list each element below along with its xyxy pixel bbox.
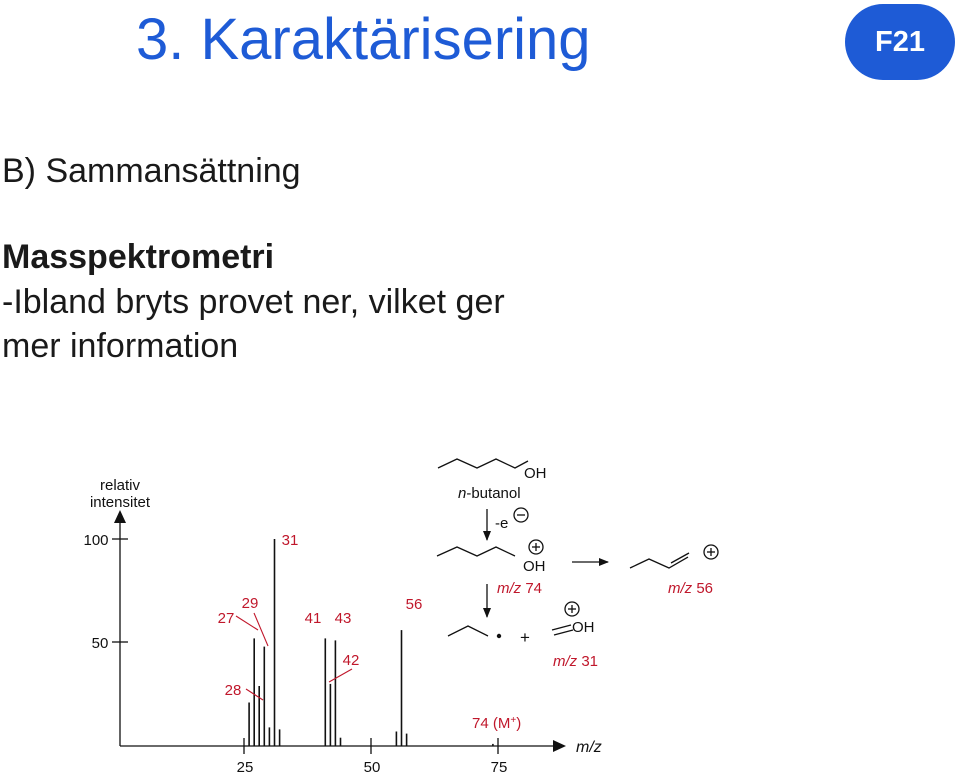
peak-label-28: 28	[224, 682, 242, 699]
ytick-100-label: 100	[83, 532, 109, 549]
body-line-1: -Ibland bryts provet ner, vilket ger	[2, 283, 505, 321]
oxonium-double-bond-1	[552, 625, 571, 630]
compound-name: n-butanol	[458, 485, 521, 502]
x-axis-arrow	[553, 740, 566, 752]
propyl-radical-skeleton	[448, 626, 488, 636]
radical-cation-skeleton	[437, 547, 515, 556]
xtick-50-label: 50	[363, 759, 381, 774]
peak-label-43: 43	[334, 610, 352, 627]
section-subtitle: B) Sammansättning	[2, 152, 301, 190]
peak-label-29: 29	[241, 595, 259, 612]
peak-label-74: 74 (M+)	[472, 714, 522, 732]
y-axis-arrow	[114, 510, 126, 523]
y-axis-label-line1: relativ	[99, 477, 141, 494]
mz31-label: m/z 31	[553, 653, 599, 670]
slide-number-badge: F21	[845, 4, 955, 80]
oxonium-oh-label: OH	[572, 619, 595, 636]
xtick-75-label: 75	[490, 759, 508, 774]
x-axis-label: m/z	[576, 739, 602, 756]
oxonium-double-bond-2	[554, 630, 573, 635]
mz56-label: m/z 56	[668, 580, 714, 597]
peak-label-27: 27	[217, 610, 235, 627]
radical-cation-oh-label: OH	[523, 558, 546, 575]
mz74-label: m/z 74	[497, 580, 543, 597]
peak-label-42: 42	[342, 652, 360, 669]
ytick-50-label: 50	[91, 635, 109, 652]
topic-heading: Masspektrometri	[2, 238, 275, 276]
xtick-25-label: 25	[236, 759, 254, 774]
peak-label-56: 56	[405, 596, 423, 613]
plus-sign: +	[520, 628, 530, 647]
butanol-skeleton	[438, 459, 528, 468]
spectrum-peaks	[249, 539, 493, 746]
peak-label-31: 31	[281, 532, 299, 549]
butanol-oh-label: OH	[524, 465, 547, 482]
radical-dot	[497, 634, 501, 638]
body-line-2: mer information	[2, 327, 239, 365]
electron-loss-label: -e	[495, 515, 509, 532]
page-title: 3. Karaktärisering	[136, 7, 591, 72]
peak-label-41: 41	[304, 610, 322, 627]
y-axis-label-line2: intensitet	[89, 494, 151, 511]
